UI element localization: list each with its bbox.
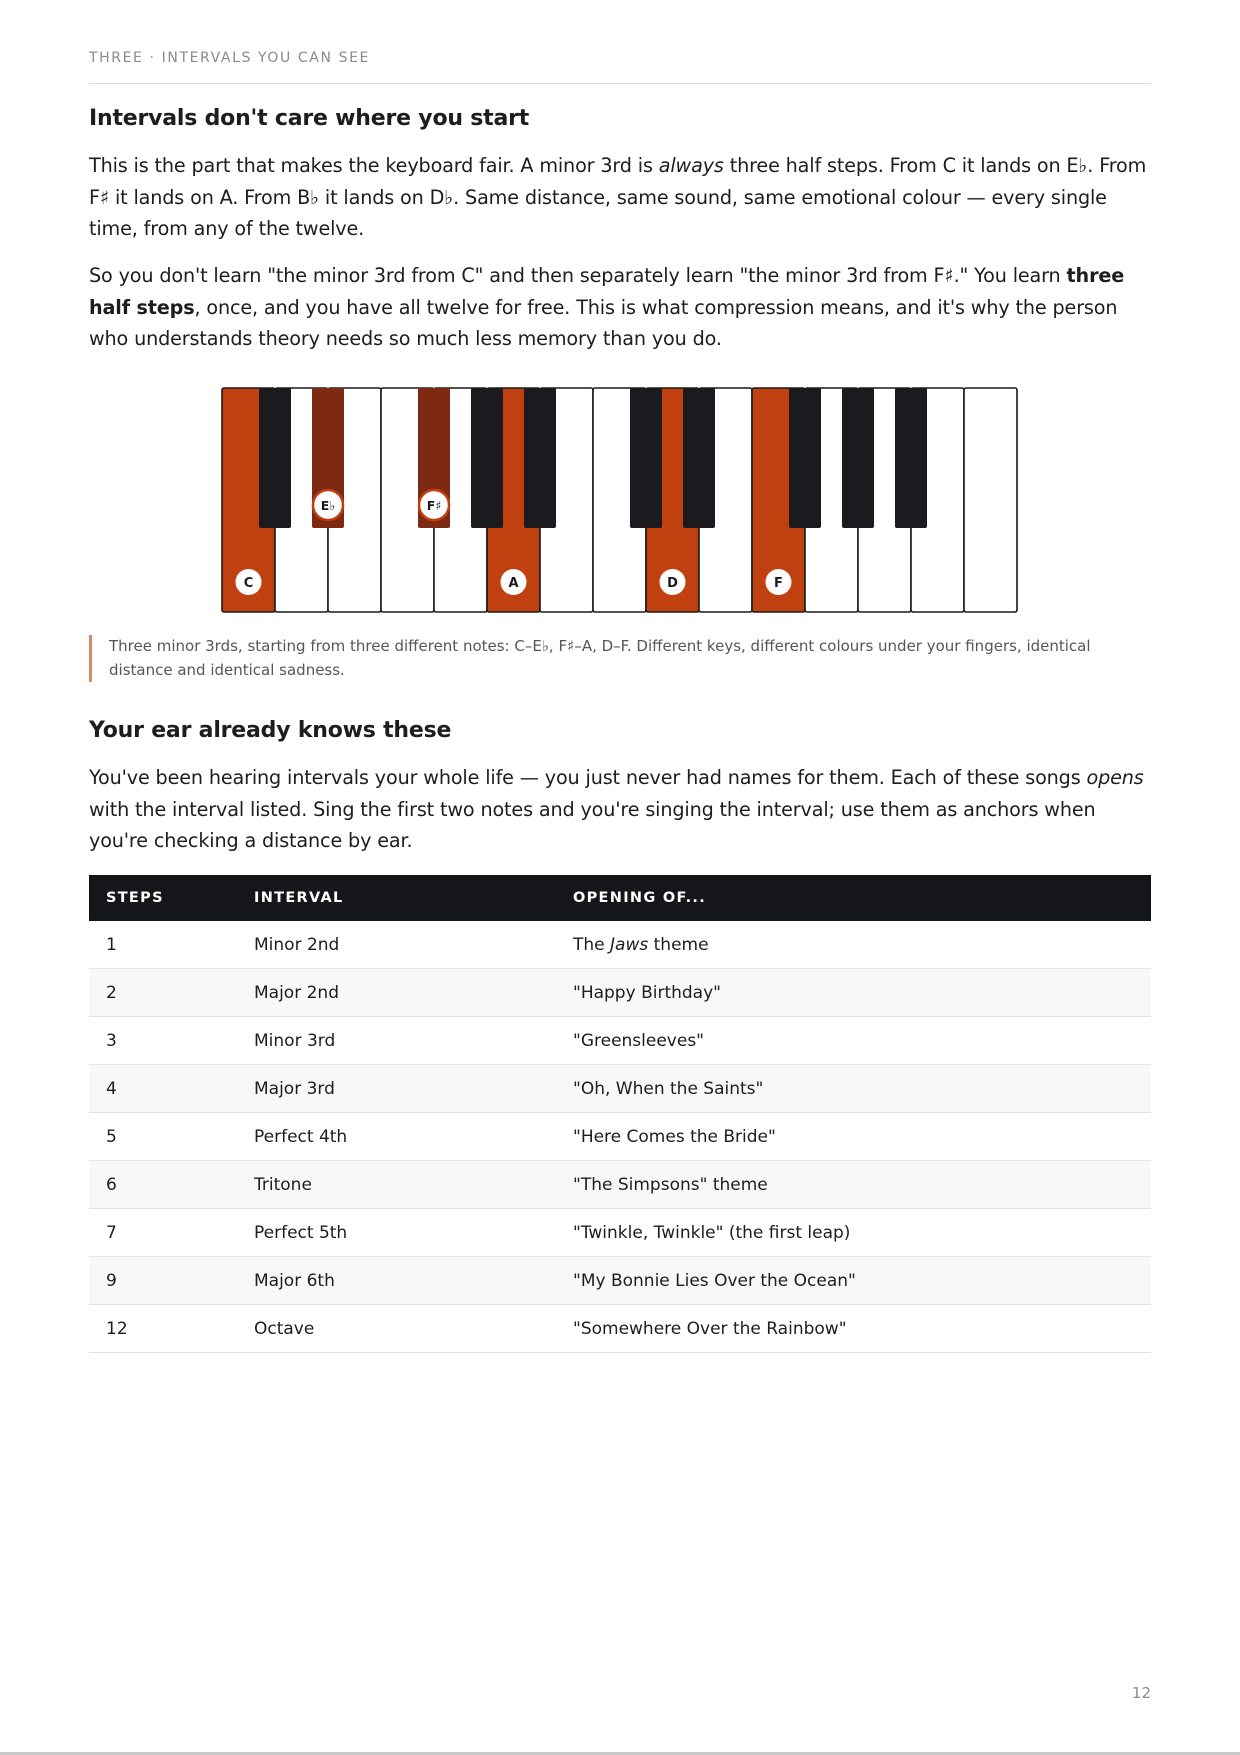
song-emphasis: Jaws [610,934,649,955]
text-run: You've been hearing intervals your whole life — you just never had names for them. Each of these songs [89,766,1087,789]
note-label: E♭ [320,498,336,513]
song-text: "Twinkle, Twinkle" (the first leap) [573,1222,851,1243]
cell-song [556,1113,1151,1161]
paragraph-minor-third [89,150,1151,245]
column-header-opening: OPENING OF... [556,875,1151,921]
table-row [89,1209,1151,1257]
note-label: F♯ [426,498,442,513]
paragraph-songs [89,762,1151,857]
cell-interval: Major 6th [237,1257,556,1305]
table-row [89,1113,1151,1161]
table-header-row [89,875,1151,921]
cell-steps: 12 [89,1305,237,1353]
piano-keyboard [221,387,1021,613]
cell-steps: 1 [89,921,237,969]
table-row [89,1257,1151,1305]
header-divider [89,83,1151,84]
table-row [89,1065,1151,1113]
black-key [895,388,927,528]
song-text: "The Simpsons" theme [573,1174,768,1195]
text-run: three half steps. From C it lands on E♭. From F♯ it lands on A. From B♭ it lands on D♭. Same distance, same sound, same emotional colour — every single time, from any of the twelve. [89,154,1147,240]
column-header-steps: STEPS [89,875,237,921]
cell-interval: Minor 2nd [237,921,556,969]
table-row [89,1305,1151,1353]
note-label: C [243,576,254,591]
cell-interval: Minor 3rd [237,1017,556,1065]
cell-steps: 2 [89,969,237,1017]
cell-steps: 7 [89,1209,237,1257]
page-number: 12 [1131,1684,1151,1702]
black-key [259,388,291,528]
cell-steps: 9 [89,1257,237,1305]
emphasis-always: always [658,154,724,177]
song-text: "Oh, When the Saints" [573,1078,764,1099]
section-heading-intervals: Intervals don't care where you start [89,106,530,131]
black-key [524,388,556,528]
section-heading-ear: Your ear already knows these [89,718,452,743]
black-key [471,388,503,528]
song-text: The [573,934,611,955]
song-text: theme [648,934,709,955]
cell-steps: 5 [89,1113,237,1161]
table-row [89,921,1151,969]
cell-steps: 4 [89,1065,237,1113]
figure-caption: Three minor 3rds, starting from three different notes: C–E♭, F♯–A, D–F. Different keys, different colours under your fingers, identical distance and identical sadness. [89,635,1151,682]
table-row [89,1017,1151,1065]
song-text: "Happy Birthday" [573,982,721,1003]
column-header-interval: INTERVAL [237,875,556,921]
cell-song [556,969,1151,1017]
cell-interval: Perfect 5th [237,1209,556,1257]
song-text: "Here Comes the Bride" [573,1126,776,1147]
cell-interval: Tritone [237,1161,556,1209]
text-run: So you don't learn "the minor 3rd from C" and then separately learn "the minor 3rd from F♯." You learn [89,264,1067,287]
note-label: A [508,576,519,591]
cell-interval: Major 2nd [237,969,556,1017]
black-key [683,388,715,528]
cell-interval: Major 3rd [237,1065,556,1113]
black-key [630,388,662,528]
black-key [789,388,821,528]
note-label: F [774,576,783,591]
cell-song [556,1017,1151,1065]
text-run: , once, and you have all twelve for free. This is what compression means, and it's why the person who understands theory needs so much less memory than you do. [89,295,1118,350]
cell-song [556,921,1151,969]
song-text: "Greensleeves" [573,1030,704,1051]
emphasis-opens: opens [1086,766,1144,789]
paragraph-compression [89,260,1151,355]
cell-song [556,1305,1151,1353]
cell-song [556,1065,1151,1113]
text-run: This is the part that makes the keyboard fair. A minor 3rd is [89,154,659,177]
table-row [89,1161,1151,1209]
song-text: "My Bonnie Lies Over the Ocean" [573,1270,856,1291]
cell-song [556,1209,1151,1257]
cell-steps: 3 [89,1017,237,1065]
white-key [964,388,1017,612]
note-label: D [667,576,678,591]
cell-song [556,1161,1151,1209]
running-head: THREE · INTERVALS YOU CAN SEE [89,50,370,66]
interval-songs-table [89,875,1151,1353]
cell-steps: 6 [89,1161,237,1209]
song-text: "Somewhere Over the Rainbow" [573,1318,847,1339]
cell-interval: Octave [237,1305,556,1353]
strong-three-half-steps: three half steps [89,264,1125,319]
table-row [89,969,1151,1017]
text-run: with the interval listed. Sing the first two notes and you're singing the interval; use them as anchors when you're checking a distance by ear. [89,797,1096,852]
cell-song [556,1257,1151,1305]
piano-keyboard-figure [221,387,1021,613]
cell-interval: Perfect 4th [237,1113,556,1161]
black-key [842,388,874,528]
